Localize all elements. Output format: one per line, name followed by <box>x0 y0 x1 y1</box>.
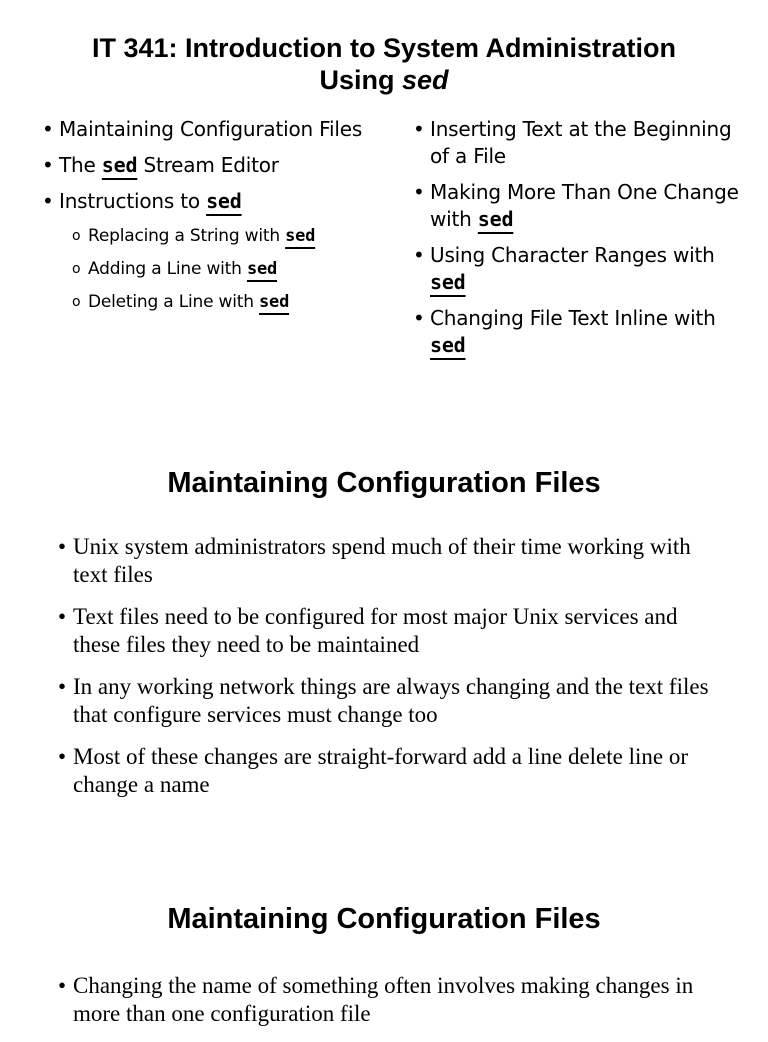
sub-bullet: o <box>72 228 81 244</box>
slide-1-title <box>0 32 768 96</box>
right-item-multiple-changes <box>413 179 743 233</box>
right-item-before: Changing File Text Inline with <box>430 306 716 330</box>
right-item-before: Using Character Ranges with <box>430 243 715 267</box>
slide-3-bullet-list <box>58 972 728 1042</box>
slide-2-bullet-list <box>58 533 728 813</box>
sub-item-deleting <box>42 290 372 314</box>
left-item-text: Maintaining Configuration Files <box>59 117 363 141</box>
slide-1-title-line-2-em: sed <box>401 65 449 95</box>
sub-item-adding <box>42 257 372 281</box>
sub-item-code: sed <box>285 226 316 246</box>
right-item-code: sed <box>477 207 514 231</box>
left-item-code: sed <box>206 189 242 213</box>
slide-3-title: Maintaining Configuration Files <box>167 903 601 935</box>
slide-1-title-line-1: IT 341: Introduction to System Administration <box>91 33 677 63</box>
right-item-inserting <box>413 116 743 170</box>
right-item-code: sed <box>430 270 466 294</box>
slide-1-left-column <box>42 116 372 323</box>
sub-item-before: Replacing a String with <box>88 226 286 246</box>
left-item-after: Stream Editor <box>137 153 279 177</box>
slide-2-bullet: • Most of these changes are straight-forward add a line delete line or change a name <box>58 743 728 799</box>
slide-2-bullet: • Unix system administrators spend much of their time working with text files <box>58 533 728 589</box>
right-item-inline <box>413 305 743 359</box>
sub-item-replacing <box>42 224 372 248</box>
left-item-before: The <box>59 153 102 177</box>
sub-bullet: o <box>72 294 81 310</box>
sub-item-before: Deleting a Line with <box>88 292 260 312</box>
left-item-stream-editor <box>42 152 372 179</box>
slide-2-bullet: • Text files need to be configured for most major Unix services and these files they need to be maintained <box>58 603 728 659</box>
right-item-before: Making More Than One Change with <box>430 180 739 231</box>
sub-bullet: o <box>72 261 81 277</box>
right-item-text: Inserting Text at the Beginning of a File <box>430 117 732 168</box>
left-item-code: sed <box>101 153 138 177</box>
slide-2-title: Maintaining Configuration Files <box>167 467 601 499</box>
left-item-before: Instructions to <box>59 189 207 213</box>
slide-1-title-line-2-prefix: Using <box>319 65 402 95</box>
right-item-code: sed <box>430 333 466 357</box>
right-item-character-ranges <box>413 242 743 296</box>
slide-1-right-column <box>413 116 743 368</box>
sub-item-code: sed <box>259 292 290 312</box>
sub-item-before: Adding a Line with <box>88 259 247 279</box>
left-item-maintaining <box>42 116 372 143</box>
sub-item-code: sed <box>246 259 278 279</box>
slide-3-bullet: • Changing the name of something often involves making changes in more than one configuration file <box>58 972 728 1028</box>
left-item-instructions <box>42 188 372 215</box>
slide-2-bullet: • In any working network things are always changing and the text files that configure services must change too <box>58 673 728 729</box>
